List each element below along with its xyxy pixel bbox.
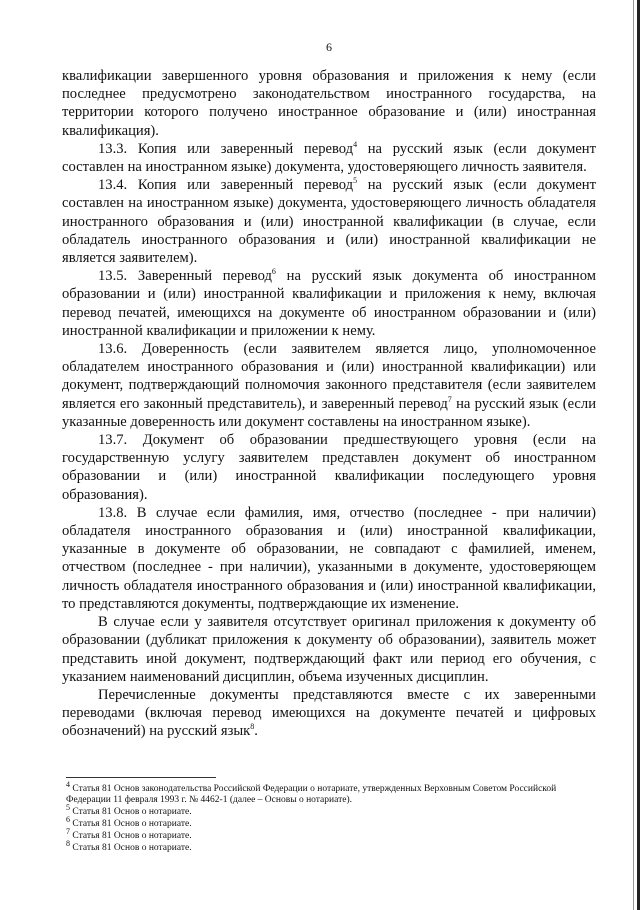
footnote-text: Статья 81 Основ о нотариате.	[70, 818, 192, 829]
footnote-ref[interactable]: 8	[250, 722, 255, 732]
paragraph-translations	[62, 686, 596, 741]
footnote-ref[interactable]: 7	[447, 394, 452, 404]
footnote-number: 7	[66, 826, 70, 836]
footnote	[66, 826, 596, 843]
document-body	[62, 67, 596, 741]
paragraph-text: 13.5. Заверенный перевод	[98, 268, 272, 285]
footnote-number: 4	[66, 779, 70, 789]
page-number: 6	[326, 40, 332, 54]
footnote-separator	[66, 777, 216, 778]
paragraph-13-4	[62, 176, 596, 267]
footnote	[66, 814, 596, 831]
footnote	[66, 802, 596, 819]
footnote	[66, 838, 596, 855]
paragraph-13-5	[62, 267, 596, 340]
footnote-number: 5	[66, 802, 70, 812]
paragraph-13-6	[62, 340, 596, 431]
paragraph-text: на русский язык документа об иностранном образовании и (или) иностранной квалификации и приложения к нему, включая перевод печатей, имеющихся на документе об иностранном образовании и (или) иностранной квалификации и приложении к нему.	[62, 268, 596, 339]
paragraph-text: 13.4. Копия или заверенный перевод	[98, 177, 354, 194]
paragraph-missing-original: В случае если у заявителя отсутствует оригинал приложения к документу об образовании (дубликат приложения к документу об образовании), заявитель может представить иной документ, подтверждающий факт или период его обучения, с указанием наименований дисциплин, объема изученных дисциплин.	[62, 614, 596, 685]
footnote-text: Статья 81 Основ о нотариате.	[70, 830, 192, 841]
footnote-text: Статья 81 Основ о нотариате.	[70, 807, 192, 818]
paragraph-text: 13.3. Копия или заверенный перевод	[98, 140, 354, 157]
paragraph-continuation: квалификации завершенного уровня образования и приложения к нему (если последнее предусмотрено законодательством иностранного государства, на территории которого получено иностранное образование и (или) иностранная квалификация).	[62, 68, 596, 139]
footnote-text: Статья 81 Основ о нотариате.	[70, 842, 192, 853]
footnote-ref[interactable]: 6	[271, 267, 276, 277]
footnote-number: 8	[66, 838, 70, 848]
footnote-number: 6	[66, 814, 70, 824]
paragraph-text: 13.6. Доверенность (если заявителем является лицо, уполномоченное обладателем иностранного образования и (или) иностранной квалификации) или документ, подтверждающий полномочия законного представителя (если заявителем является его законный представитель), и заверенный перевод	[62, 341, 596, 412]
paragraph-13-3	[62, 140, 596, 176]
paragraph-text: .	[254, 723, 258, 740]
paragraph-13-8: 13.8. В случае если фамилия, имя, отчество (последнее - при наличии) обладателя иностранного образования и (или) иностранной квалификации, указанные в документе об образовании, не совпадают с фамилией, именем, отчеством (последнее - при наличии), указанными в документе, удостоверяющем личность обладателя иностранного образования и (или) иностранной квалификации, то представляются документы, подтверждающие их изменение.	[62, 504, 596, 612]
footnote-text: Статья 81 Основ законодательства Российской Федерации о нотариате, утвержденных Верховным Советом Российской Федерации 11 февраля 1993 г. № 4462-1 (далее – Основы о нотариате).	[66, 783, 557, 806]
paragraph-text: на русский язык (если указанные доверенность или документ составлены на иностранном языке).	[62, 395, 597, 430]
paragraph-text: на русский язык (если документ составлен на иностранном языке) документа, удостоверяющего личность заявителя.	[62, 140, 596, 176]
paragraph-text: на русский язык (если документ составлен на иностранном языке) документа, удостоверяющего личность обладателя иностранного образования и (или) иностранной квалификации (в случае, если обладатель иностранного образования и (или) иностранной квалификации не является заявителем).	[62, 177, 596, 267]
paragraph-text: Перечисленные документы представляются вместе с их заверенными переводами (включая перевод имеющихся на документе печатей и цифровых обозначений) на русский язык	[62, 686, 596, 740]
footnote-ref[interactable]: 5	[353, 176, 358, 186]
footnote	[66, 779, 596, 808]
scan-edge-shadow	[633, 0, 634, 910]
paragraph-13-7: 13.7. Документ об образовании предшествующего уровня (если на государственную услугу заявителем представлен документ об иностранном образовании и (или) иностранной квалификации последующего уровня образования).	[62, 432, 596, 503]
footnote-ref[interactable]: 4	[353, 139, 358, 149]
